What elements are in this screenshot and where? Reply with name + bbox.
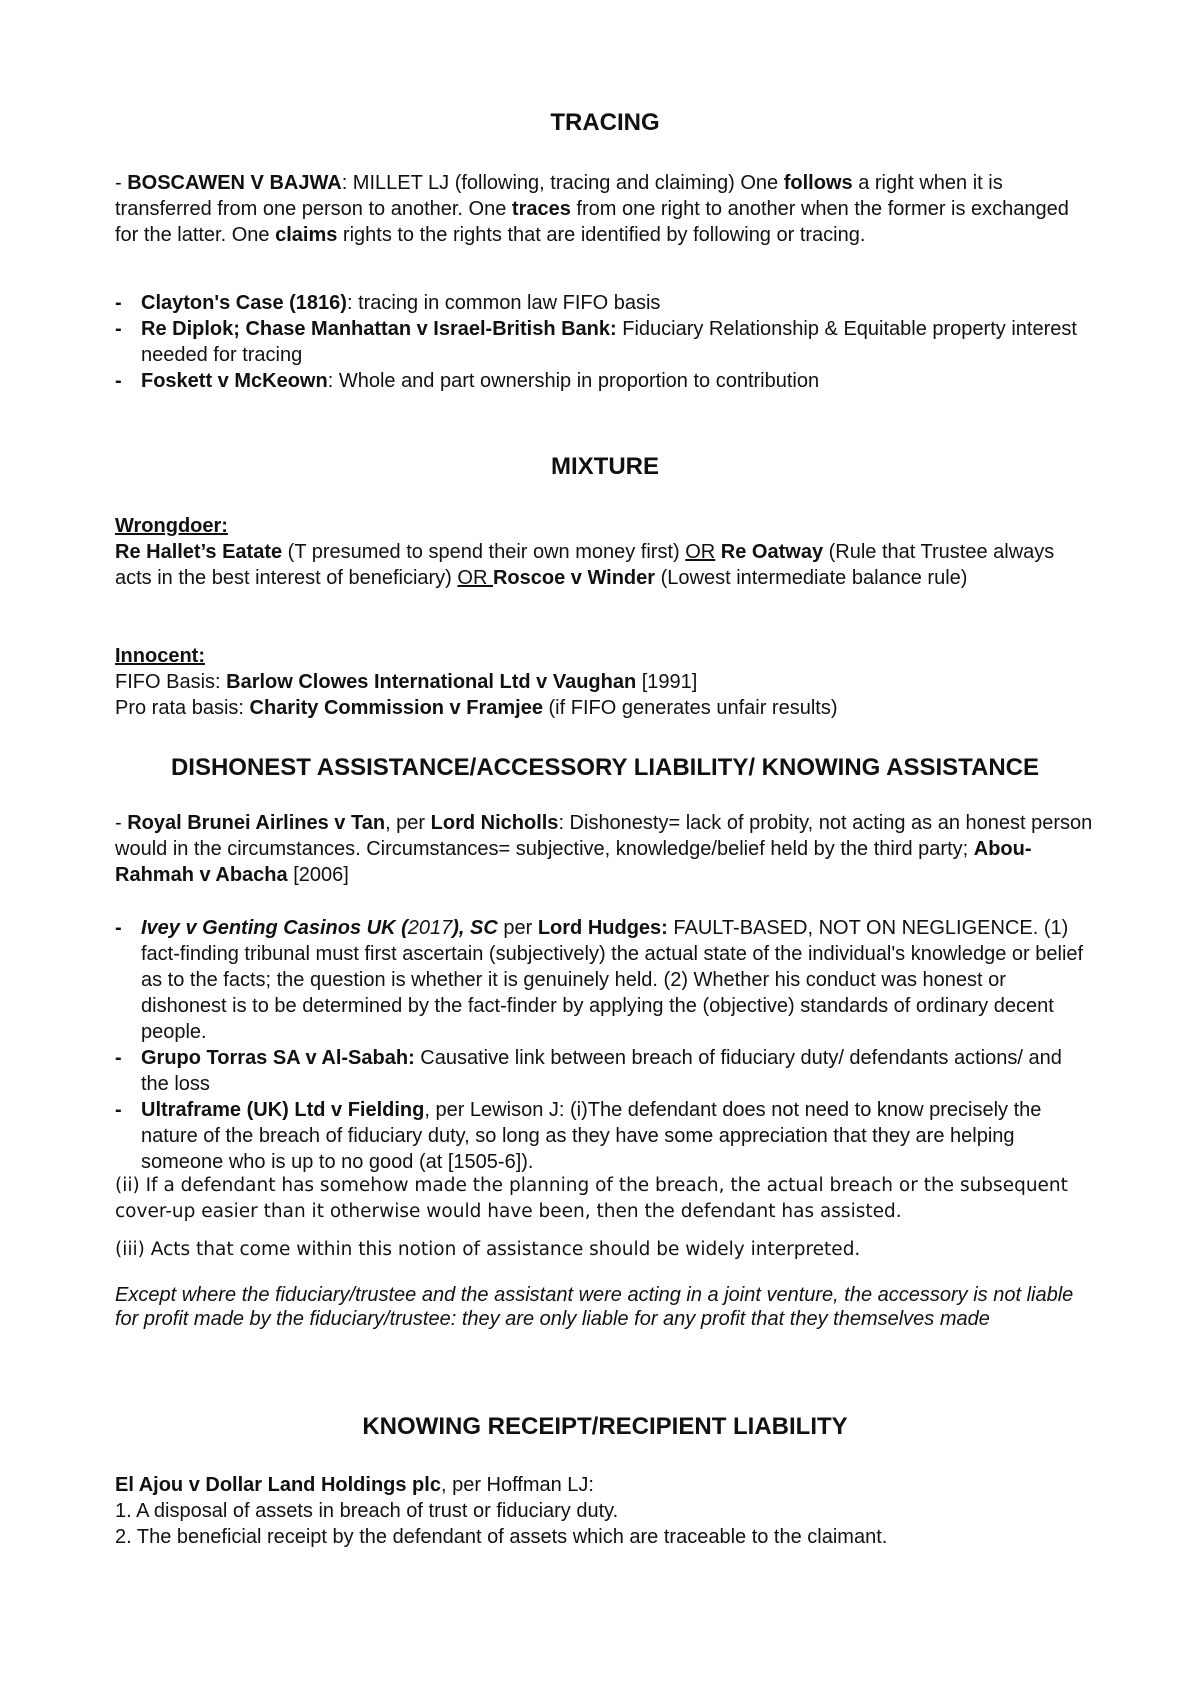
- dishonest-bullet-list: [115, 915, 1095, 1175]
- dishonest-intro-paragraph: [115, 810, 1095, 888]
- text: Causative link between breach of fiduciary duty/ defendants actions/ and the loss: [141, 1047, 1062, 1095]
- list-item: 2. The beneficial receipt by the defendant of assets which are traceable to the claimant.: [115, 1526, 888, 1548]
- case-name: Re Hallet’s Eatate: [115, 541, 283, 563]
- keyword: traces: [511, 198, 571, 220]
- list-item: 1. A disposal of assets in breach of trust or fiduciary duty.: [115, 1500, 619, 1522]
- mixture-wrongdoer-block: [115, 513, 1095, 591]
- text: : Whole and part ownership in proportion to contribution: [327, 370, 820, 392]
- case-name: Royal Brunei Airlines v Tan: [127, 812, 386, 834]
- case-name: El Ajou v Dollar Land Holdings plc: [115, 1474, 441, 1496]
- innocent-line-fifo: [115, 669, 1095, 695]
- list-item: [115, 368, 1095, 394]
- or-connector: OR: [685, 541, 716, 563]
- heading-dishonest-assistance: DISHONEST ASSISTANCE/ACCESSORY LIABILITY/ KNOWING ASSISTANCE: [170, 754, 1040, 781]
- text: a right when it is transferred from one person to another. One: [115, 172, 1003, 220]
- case-name: Abou-Rahmah v Abacha: [115, 838, 1032, 886]
- judge-name: Lord Hudges:: [537, 917, 668, 939]
- case-name: BOSCAWEN V BAJWA: [127, 172, 342, 194]
- bullet-dash: -: [115, 318, 122, 340]
- bullet-dash: -: [115, 292, 122, 314]
- list-item: [115, 1045, 1095, 1097]
- text: [1991]: [636, 671, 698, 693]
- text: , per Lewison J: (i)The defendant does not need to know precisely the nature of the breach of fiduciary duty, so long as they have some appreciation that they are helping someone who is up to no good (at [1505-6]).: [141, 1099, 1042, 1173]
- tracing-bullet-list: [115, 290, 1095, 394]
- text: : MILLET LJ (following, tracing and claiming) One: [341, 172, 784, 194]
- text: , per Hoffman LJ:: [440, 1474, 594, 1496]
- innocent-line-pro-rata: [115, 695, 1095, 721]
- wrongdoer-label: Wrongdoer:: [115, 515, 228, 537]
- text: rights to the rights that are identified by following or tracing.: [337, 224, 866, 246]
- judge-name: Lord Nicholls: [430, 812, 559, 834]
- list-item: [115, 316, 1095, 368]
- dash: -: [115, 172, 128, 194]
- mixture-innocent-block: [115, 643, 1095, 721]
- innocent-label: Innocent:: [115, 645, 205, 667]
- case-name: Foskett v McKeown: [141, 370, 328, 392]
- case-name: Grupo Torras SA v Al-Sabah:: [141, 1047, 415, 1069]
- case-year: 2017: [407, 917, 453, 939]
- heading-tracing: TRACING: [550, 109, 660, 136]
- keyword: follows: [783, 172, 853, 194]
- text: (Rule that Trustee always acts in the best interest of beneficiary): [115, 541, 1055, 589]
- text: (T presumed to spend their own money first): [282, 541, 686, 563]
- case-name: Roscoe v Winder: [492, 567, 656, 589]
- knowing-intro: [115, 1472, 1095, 1498]
- dash: -: [115, 812, 128, 834]
- text: [2006]: [287, 864, 349, 886]
- case-name: Barlow Clowes International Ltd v Vaughan: [226, 671, 637, 693]
- text: FIFO Basis:: [115, 671, 227, 693]
- accessory-note: Except where the fiduciary/trustee and the assistant were acting in a joint venture, the accessory is not liable for profit made by the fiduciary/trustee: they are only liable for any profit that they themselves made: [115, 1284, 1074, 1330]
- paragraph-ii: (ii) If a defendant has somehow made the planning of the breach, the actual breach or the subsequent cover-up easier than it otherwise would have been, then the defendant has assisted.: [115, 1175, 1068, 1222]
- text: (Lowest intermediate balance rule): [655, 567, 968, 589]
- or-connector: OR: [457, 567, 493, 589]
- case-name: Ultraframe (UK) Ltd v Fielding: [141, 1099, 425, 1121]
- heading-mixture: MIXTURE: [551, 453, 659, 480]
- text: per: [497, 917, 538, 939]
- case-name: Ivey v Genting Casinos UK (: [141, 917, 408, 939]
- bullet-dash: -: [115, 917, 122, 939]
- case-name: Re Diplok; Chase Manhattan v Israel-British Bank:: [141, 318, 617, 340]
- keyword: claims: [275, 224, 338, 246]
- wrongdoer-paragraph: [115, 539, 1095, 591]
- text: (if FIFO generates unfair results): [542, 697, 838, 719]
- bullet-dash: -: [115, 1099, 122, 1121]
- heading-knowing-receipt: KNOWING RECEIPT/RECIPIENT LIABILITY: [362, 1413, 848, 1440]
- paragraph-iii: (iii) Acts that come within this notion of assistance should be widely interpreted.: [115, 1239, 861, 1260]
- text: FAULT-BASED, NOT ON NEGLIGENCE. (1) fact-finding tribunal must first ascertain (subjectively) the actual state of the individual's knowledge or belief as to the facts; the question is whether it is genuinely held. (2) Whether his conduct was honest or dishonest is to be determined by the fact-finder by applying the (objective) standards of ordinary decent people.: [141, 917, 1084, 1043]
- case-name: Clayton's Case (1816): [141, 292, 347, 314]
- text: : Dishonesty= lack of probity, not acting as an honest person would in the circumstances. Circumstances= subjective, knowledge/belief held by the third party;: [115, 812, 1093, 860]
- list-item: [115, 1097, 1095, 1175]
- tracing-intro-paragraph: [115, 170, 1095, 248]
- text: from one right to another when the former is exchanged for the latter. One: [115, 198, 1069, 246]
- case-name: Re Oatway: [715, 541, 824, 563]
- list-item: [115, 915, 1095, 1045]
- list-item: [115, 290, 1095, 316]
- text: Pro rata basis:: [115, 697, 250, 719]
- case-name: Charity Commission v Framjee: [249, 697, 543, 719]
- text: Fiduciary Relationship & Equitable property interest needed for tracing: [141, 318, 1077, 366]
- text: : tracing in common law FIFO basis: [346, 292, 661, 314]
- text: , per: [385, 812, 431, 834]
- bullet-dash: -: [115, 370, 122, 392]
- knowing-receipt-block: [115, 1472, 1095, 1550]
- court: ), SC: [452, 917, 498, 939]
- bullet-dash: -: [115, 1047, 122, 1069]
